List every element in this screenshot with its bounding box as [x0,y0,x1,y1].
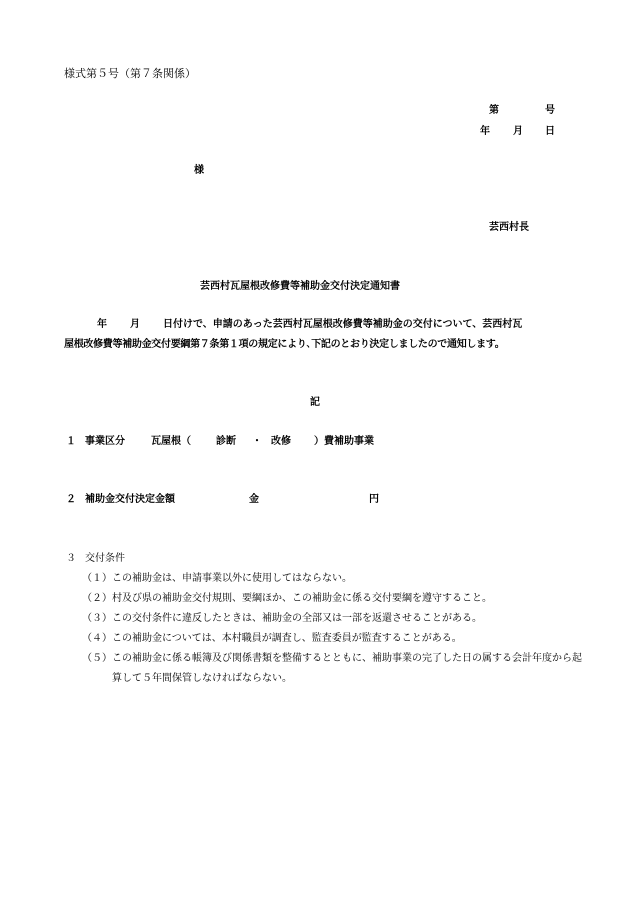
condition-4-text: この補助金については、本村職員が調査し、監査委員が監査することがある。 [112,633,462,644]
issuer: 芸西村長 [489,222,529,233]
body-year: 年 [97,319,107,330]
item1-number: １ [66,436,76,447]
body-month: 月 [130,319,140,330]
condition-4-number: （４） [82,633,112,644]
item3-number: ３ [66,553,76,564]
date-year: 年 [480,126,490,137]
doc-number-dai: 第 [489,105,499,116]
item2-en: 円 [369,494,379,505]
date-month: 月 [513,126,523,137]
condition-3-number: （３） [82,613,112,624]
date-day: 日 [545,126,555,137]
item2-kin: 金 [249,494,259,505]
item2-label: 補助金交付決定金額 [85,494,175,505]
condition-2-number: （２） [82,593,112,604]
item2-number: ２ [66,494,76,505]
condition-5-text: この補助金に係る帳簿及び関係書類を整備するとともに、補助事業の完了した日の属する会計年度から起算して５年間保管しなければならない。 [112,653,582,684]
item1-shindan: 診断 [216,436,236,447]
item3-label: 交付条件 [85,553,125,564]
item1-label: 事業区分 [85,436,125,447]
condition-1-number: （１） [82,573,112,584]
item1-kaishu: 改修 [271,436,291,447]
page-title: 芸西村瓦屋根改修費等補助金交付決定通知書 [200,281,400,292]
body-line1: 日付けで、申請のあった芸西村瓦屋根改修費等補助金の交付について、芸西村瓦 [163,319,523,330]
body-line2: 屋根改修費等補助金交付要綱第７条第１項の規定により､下記のとおり決定しましたので通知します。 [64,339,505,350]
doc-number-go: 号 [545,105,555,116]
item1-suffix: ）費補助事業 [314,436,374,447]
condition-2-text: 村及び県の補助金交付規則、要綱ほか、この補助金に係る交付要綱を遵守すること。 [112,593,492,604]
condition-3-text: この交付条件に違反したときは、補助金の全部又は一部を返還させることがある。 [112,613,482,624]
addressee-sama: 様 [194,165,204,176]
item1-kawara: 瓦屋根（ [151,436,191,447]
ki-heading: 記 [310,397,320,408]
form-label: 様式第５号（第７条関係） [64,67,196,80]
condition-5-number: （５） [82,653,112,664]
item1-separator: ・ [252,436,262,447]
condition-1-text: この補助金は、申請事業以外に使用してはならない。 [112,573,352,584]
